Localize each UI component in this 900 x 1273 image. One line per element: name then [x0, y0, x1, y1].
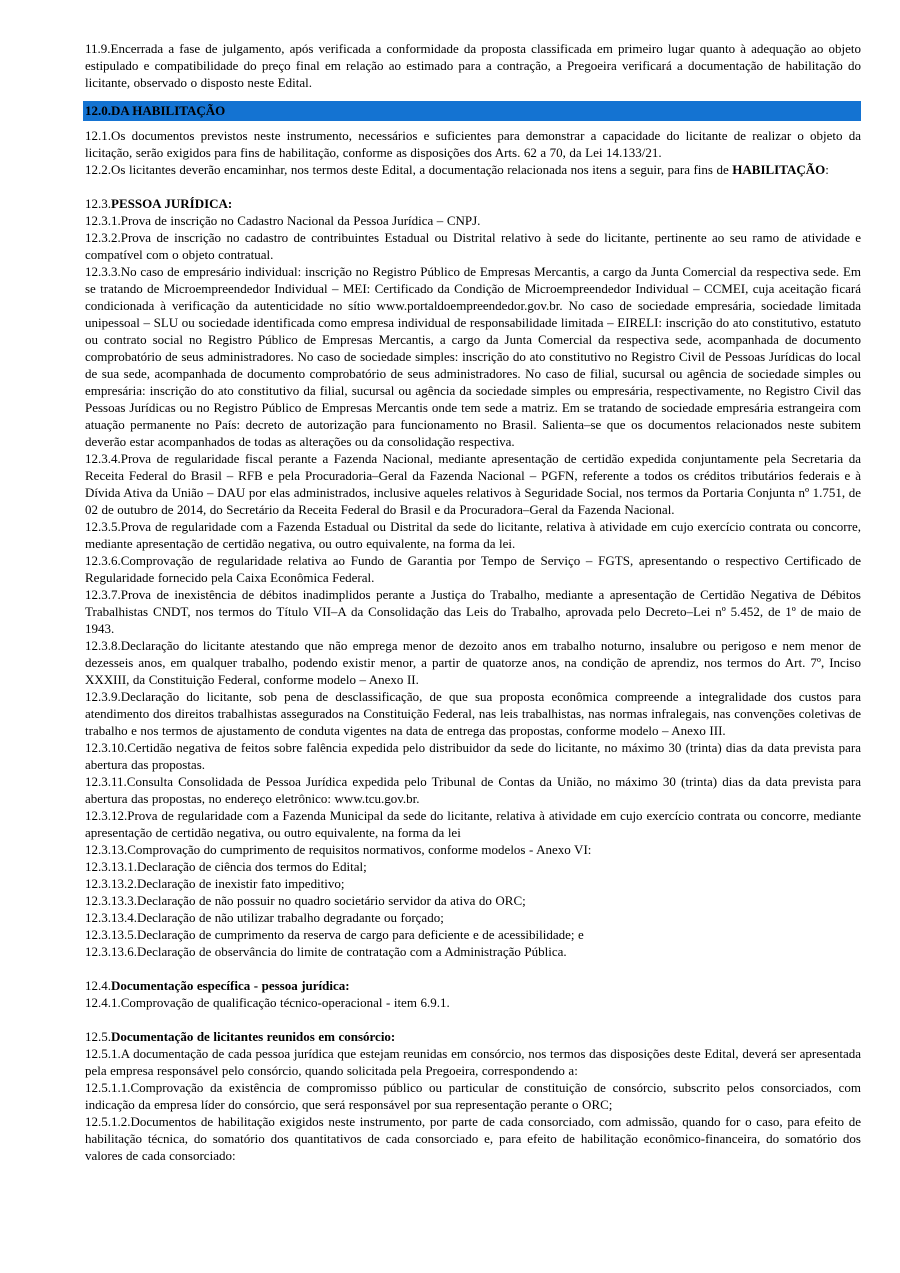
text-segment: 12.2.Os licitantes deverão encaminhar, nos termos deste Edital, a documentação relacionada nos itens a seguir, para fins de: [85, 162, 733, 177]
text-segment: 12.3.1.Prova de inscrição no Cadastro Nacional da Pessoa Jurídica – CNPJ.: [85, 213, 481, 228]
text-segment: 12.3.: [85, 196, 111, 211]
text-segment: 12.3.13.1.Declaração de ciência dos termos do Edital;: [85, 859, 367, 874]
text-segment: 11.9.Encerrada a fase de julgamento, após verificada a conformidade da proposta classificada em primeiro lugar quanto à adequação ao objeto estipulado e compatibilidade do preço final em relação ao estimado para a contração, a Pregoeira verificará a documentação de habilitação do licitante, observado o disposto neste Edital.: [85, 41, 861, 90]
paragraph-11-9: [85, 40, 861, 91]
paragraph-12-3-4: [85, 450, 861, 518]
text-segment: 12.3.9.Declaração do licitante, sob pena de desclassificação, de que sua proposta econômica compreende a integralidade dos custos para atendimento dos direitos trabalhistas assegurados na Constituição Federal, nas leis trabalhistas, nas normas infralegais, nas convenções coletivas de trabalho e nos termos de ajustamento de conduta vigentes na data de entrega das propostas, conforme modelo – Anexo III.: [85, 689, 861, 738]
paragraph-12-5-1: [85, 1045, 861, 1079]
text-segment: Documentação de licitantes reunidos em consórcio:: [111, 1029, 396, 1044]
paragraph-12-3-7: [85, 586, 861, 637]
paragraph-spacer: [85, 960, 861, 977]
paragraph-12-3: [85, 195, 861, 212]
paragraph-12-5-1-1: [85, 1079, 861, 1113]
text-segment: :: [825, 162, 829, 177]
text-segment: 12.3.13.2.Declaração de inexistir fato impeditivo;: [85, 876, 345, 891]
paragraph-12-3-1: [85, 212, 861, 229]
text-segment: 12.5.1.2.Documentos de habilitação exigidos neste instrumento, por parte de cada consorciado, com admissão, quando for o caso, para efeito de habilitação técnica, do somatório dos quantitativos de cada consorciado e, para efeito de habilitação econômico-financeira, do somatório dos valores de cada consorciado:: [85, 1114, 861, 1163]
text-segment: 12.1.Os documentos previstos neste instrumento, necessários e suficientes para demonstrar a capacidade do licitante de realizar o objeto da licitação, serão exigidos para fins de habilitação, conforme as disposições dos Arts. 62 a 70, da Lei 14.133/21.: [85, 128, 861, 160]
paragraph-12-3-10: [85, 739, 861, 773]
text-segment: 12.4.1.Comprovação de qualificação técnico-operacional - item 6.9.1.: [85, 995, 450, 1010]
text-segment: 12.5.1.1.Comprovação da existência de compromisso público ou particular de constituição de consórcio, subscrito pelos consorciados, com indicação da empresa líder do consórcio, que será responsável por sua representação perante o ORC;: [85, 1080, 861, 1112]
paragraph-12-5-1-2: [85, 1113, 861, 1164]
paragraph-12-3-13: [85, 841, 861, 858]
section-header-12-0: [83, 101, 861, 121]
paragraph-12-3-8: [85, 637, 861, 688]
paragraph-12-2: [85, 161, 861, 178]
text-segment: 12.3.10.Certidão negativa de feitos sobre falência expedida pelo distribuidor da sede do licitante, no máximo 30 (trinta) dias da data prevista para abertura das propostas.: [85, 740, 861, 772]
text-segment: 12.3.3.No caso de empresário individual: inscrição no Registro Público de Empresas Mercantis, a cargo da Junta Comercial da respectiva sede. Em se tratando de Microempreendedor Individual – MEI: Certificado da Condição de Microempreendedor Individual – CCMEI, cuja aceitação ficará condicionada à verificação da autenticidade no sítio www.portaldoempreendedor.gov.br. No caso de sociedade empresária, sociedade limitada unipessoal – SLU ou sociedade identificada como empresa individual de responsabilidade limitada – EIRELI: inscrição do ato constitutivo, estatuto ou contrato social no Registro Público de Empresas Mercantis, a cargo da Junta Comercial da respectiva sede, acompanhada de documento comprobatório de seus administradores. No caso de sociedade simples: inscrição do ato constitutivo no Registro Civil de Pessoas Jurídicas do local de sua sede, acompanhada de documento comprobatório de seus administradores. No caso de filial, sucursal ou agência de sociedade simples ou empresária: inscrição do ato constitutivo da filial, sucursal ou agência da sociedade simples ou empresária, respectivamente, no Registro Civil das Pessoas Jurídicas ou no Registro Público de Empresas Mercantis onde tem sede a matriz. Em se tratando de sociedade empresária estrangeira com atuação permanente no País: decreto de autorização para funcionamento no Brasil. Salienta–se que os documentos relacionados neste subitem deverão estar acompanhados de todas as alterações ou da consolidação respectiva.: [85, 264, 861, 449]
paragraph-12-3-13-1: [85, 858, 861, 875]
paragraph-12-3-13-2: [85, 875, 861, 892]
text-segment: 12.3.11.Consulta Consolidada de Pessoa Jurídica expedida pelo Tribunal de Contas da União, no máximo 30 (trinta) dias da data prevista para abertura das propostas, no endereço eletrônico: www.tcu.gov.br.: [85, 774, 861, 806]
paragraph-12-3-2: [85, 229, 861, 263]
text-segment: HABILITAÇÃO: [732, 162, 826, 177]
paragraph-12-4: [85, 977, 861, 994]
text-segment: 12.5.: [85, 1029, 111, 1044]
paragraph-12-3-3: [85, 263, 861, 450]
text-segment: 12.3.13.6.Declaração de observância do limite de contratação com a Administração Pública.: [85, 944, 567, 959]
paragraph-12-3-13-3: [85, 892, 861, 909]
text-segment: 12.3.7.Prova de inexistência de débitos inadimplidos perante a Justiça do Trabalho, mediante a apresentação de Certidão Negativa de Débitos Trabalhistas CNDT, nos termos do Título VII–A da Consolidação das Leis do Trabalho, aprovada pelo Decreto–Lei nº 5.452, de 1º de maio de 1943.: [85, 587, 861, 636]
text-segment: 12.0.DA HABILITAÇÃO: [85, 103, 226, 118]
text-segment: 12.3.12.Prova de regularidade com a Fazenda Municipal da sede do licitante, relativa à atividade em cujo exercício contrata ou concorre, mediante apresentação de certidão negativa, ou outro equivalente, na forma da lei: [85, 808, 861, 840]
paragraph-12-3-13-6: [85, 943, 861, 960]
paragraph-12-3-13-5: [85, 926, 861, 943]
text-segment: 12.3.13.Comprovação do cumprimento de requisitos normativos, conforme modelos - Anexo VI:: [85, 842, 592, 857]
text-segment: 12.3.8.Declaração do licitante atestando que não emprega menor de dezoito anos em trabalho noturno, insalubre ou perigoso e nem menor de dezesseis anos, em qualquer trabalho, podendo existir menor, a partir de quatorze anos, na condição de aprendiz, nos termos do Art. 7º, Inciso XXXIII, da Constituição Federal, conforme modelo – Anexo II.: [85, 638, 861, 687]
paragraph-spacer: [85, 1011, 861, 1028]
text-segment: 12.5.1.A documentação de cada pessoa jurídica que estejam reunidas em consórcio, nos termos das disposições deste Edital, deverá ser apresentada pela empresa responsável pelo consórcio, quando solicitada pela Pregoeira, correspondendo a:: [85, 1046, 861, 1078]
paragraph-12-3-5: [85, 518, 861, 552]
text-segment: PESSOA JURÍDICA:: [111, 196, 233, 211]
text-segment: 12.3.4.Prova de regularidade fiscal perante a Fazenda Nacional, mediante apresentação de certidão expedida conjuntamente pela Secretaria da Receita Federal do Brasil – RFB e pela Procuradoria–Geral da Fazenda Nacional – PGFN, referente a todos os créditos tributários federais e à Dívida Ativa da União – DAU por elas administrados, inclusive aqueles relativos à Seguridade Social, nos termos da Portaria Conjunta nº 1.751, de 02 de outubro de 2014, do Secretário da Receita Federal do Brasil e da Procuradora–Geral da Fazenda Nacional.: [85, 451, 861, 517]
paragraph-12-4-1: [85, 994, 861, 1011]
paragraph-12-3-11: [85, 773, 861, 807]
document-body: [85, 40, 861, 1164]
paragraph-spacer: [85, 91, 861, 101]
text-segment: 12.4.: [85, 978, 111, 993]
paragraph-12-3-9: [85, 688, 861, 739]
text-segment: 12.3.5.Prova de regularidade com a Fazenda Estadual ou Distrital da sede do licitante, relativa à atividade em cujo exercício contrata ou concorre, mediante apresentação de certidão negativa, ou outro equivalente, na forma da lei.: [85, 519, 861, 551]
paragraph-12-5: [85, 1028, 861, 1045]
paragraph-12-3-13-4: [85, 909, 861, 926]
text-segment: 12.3.13.5.Declaração de cumprimento da reserva de cargo para deficiente e de acessibilidade; e: [85, 927, 584, 942]
text-segment: Documentação específica - pessoa jurídica:: [111, 978, 350, 993]
paragraph-12-1: [85, 127, 861, 161]
text-segment: 12.3.6.Comprovação de regularidade relativa ao Fundo de Garantia por Tempo de Serviço – FGTS, apresentando o respectivo Certificado de Regularidade fornecido pela Caixa Econômica Federal.: [85, 553, 861, 585]
text-segment: 12.3.13.4.Declaração de não utilizar trabalho degradante ou forçado;: [85, 910, 444, 925]
text-segment: 12.3.2.Prova de inscrição no cadastro de contribuintes Estadual ou Distrital relativo à sede do licitante, pertinente ao seu ramo de atividade e compatível com o objeto contratual.: [85, 230, 861, 262]
paragraph-spacer: [85, 178, 861, 195]
paragraph-12-3-12: [85, 807, 861, 841]
paragraph-12-3-6: [85, 552, 861, 586]
text-segment: 12.3.13.3.Declaração de não possuir no quadro societário servidor da ativa do ORC;: [85, 893, 526, 908]
